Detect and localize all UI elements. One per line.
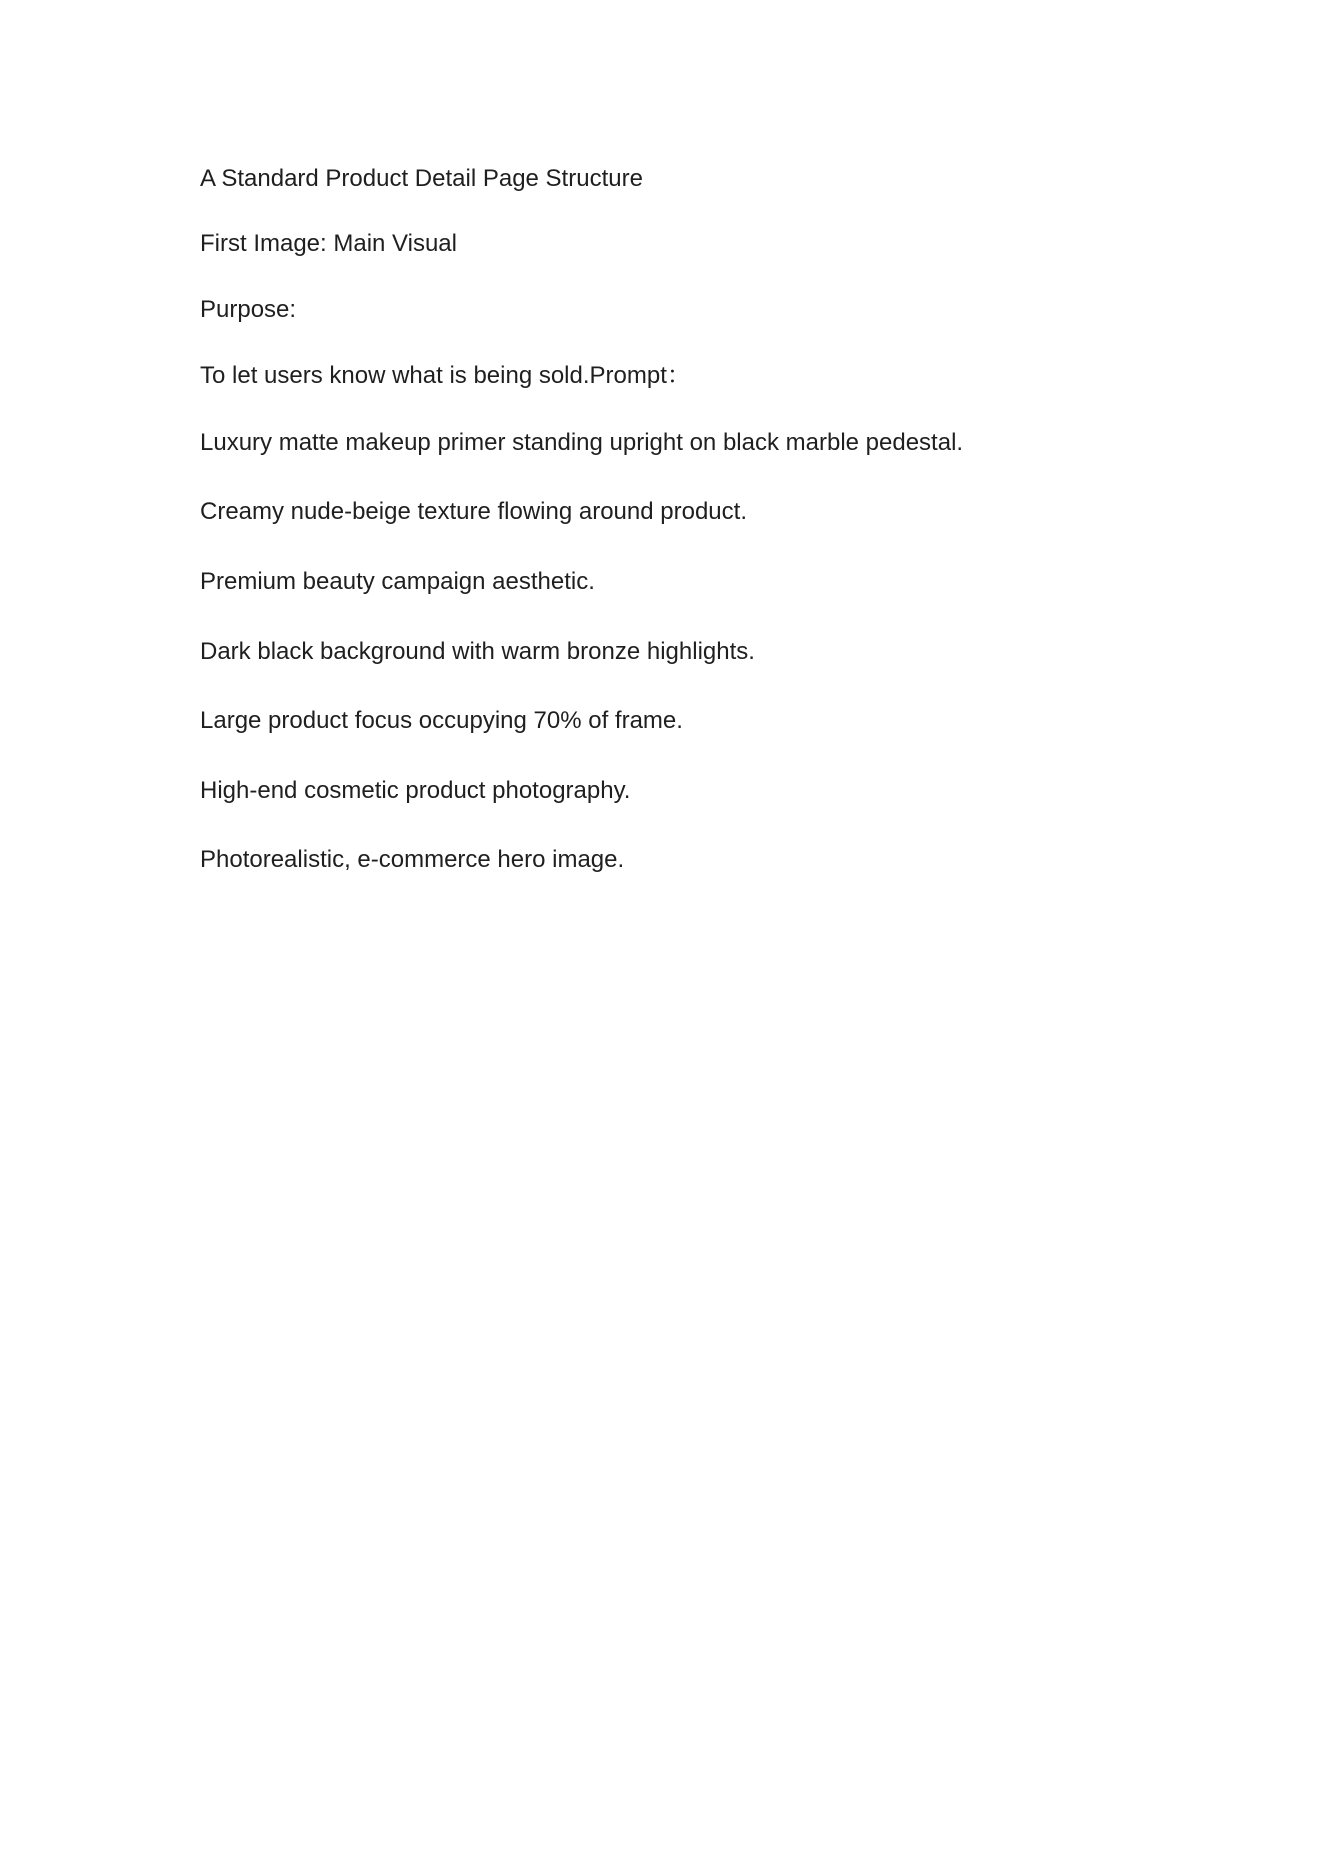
document-title: A Standard Product Detail Page Structure <box>200 165 643 192</box>
prompt-line: Premium beauty campaign aesthetic. <box>200 568 595 595</box>
section-heading: First Image: Main Visual <box>200 230 457 257</box>
prompt-line: Photorealistic, e-commerce hero image. <box>200 846 625 873</box>
prompt-line: High-end cosmetic product photography. <box>200 777 631 804</box>
prompt-line: Large product focus occupying 70% of frame. <box>200 707 683 734</box>
purpose-label: Purpose: <box>200 296 297 323</box>
prompt-line: Dark black background with warm bronze highlights. <box>200 638 755 665</box>
prompt-line: Creamy nude-beige texture flowing around product. <box>200 498 747 525</box>
purpose-text: To let users know what is being sold.Prompt： <box>200 362 691 389</box>
prompt-line: Luxury matte makeup primer standing upright on black marble pedestal. <box>200 429 964 456</box>
